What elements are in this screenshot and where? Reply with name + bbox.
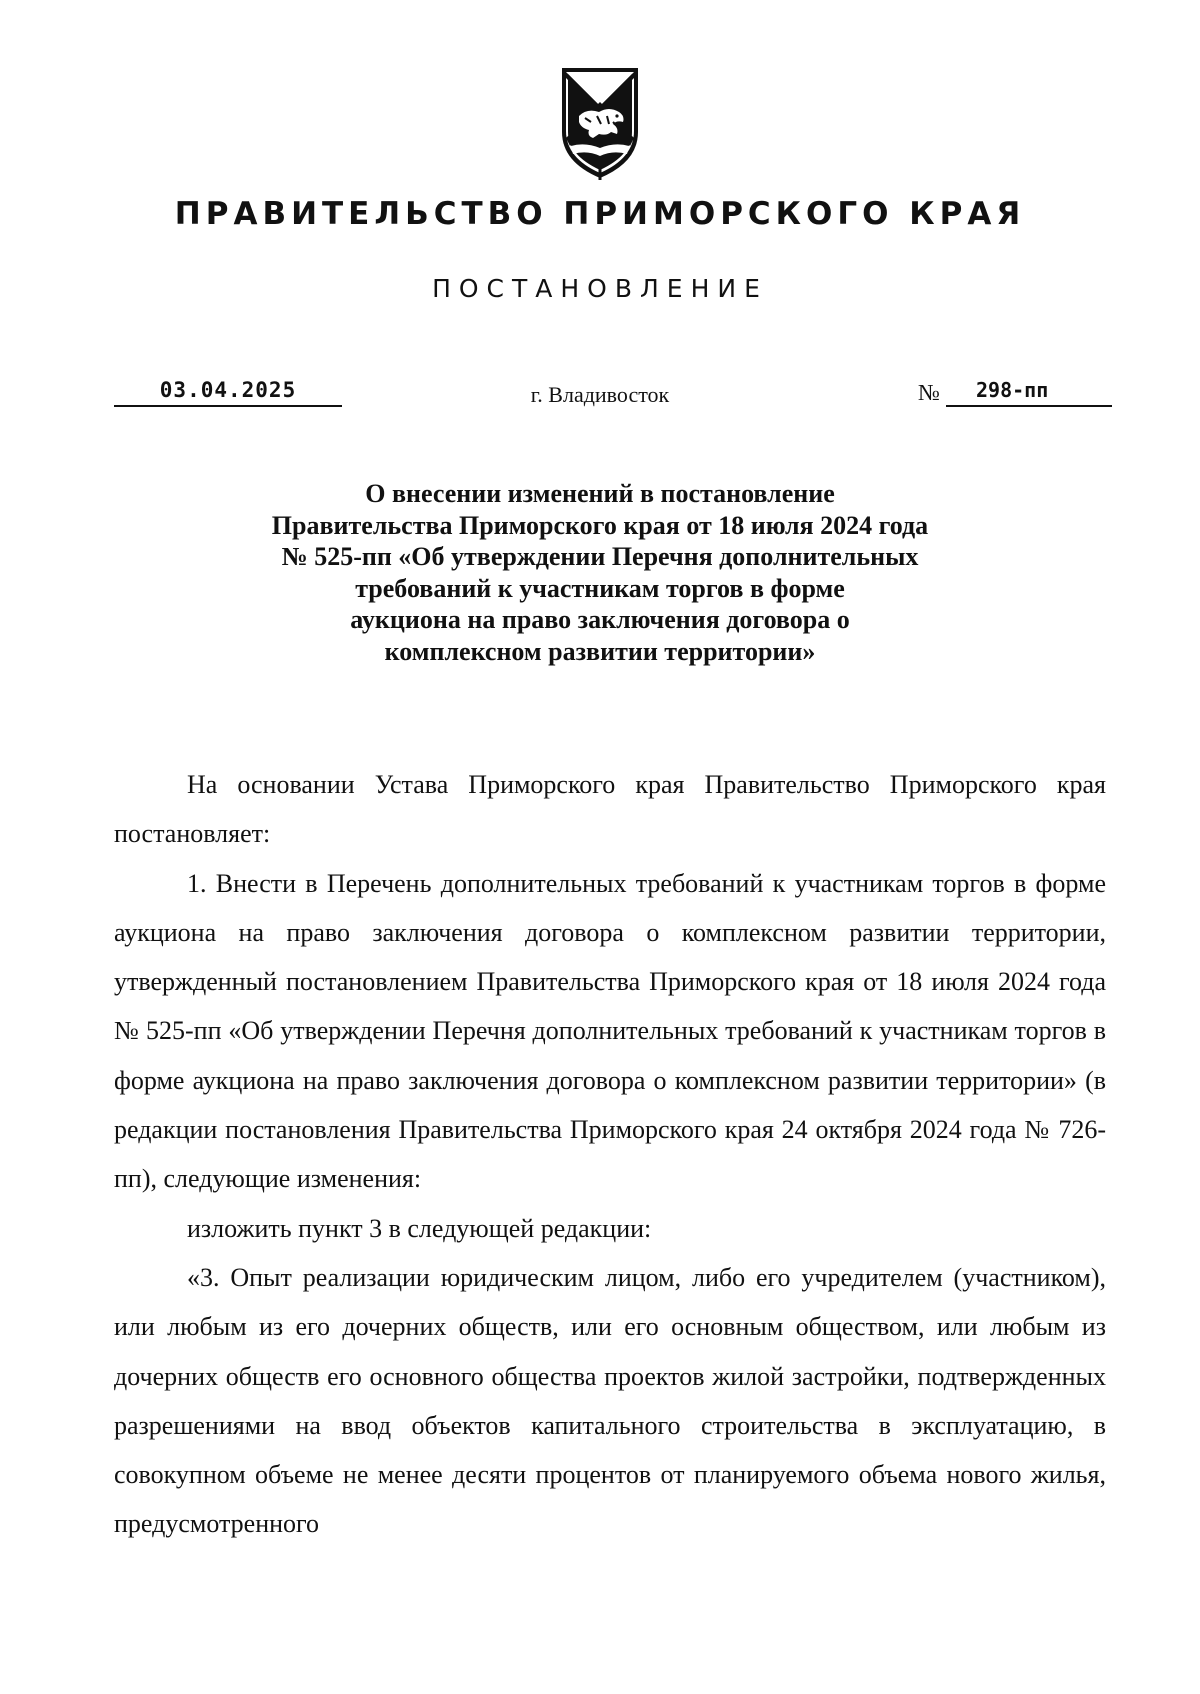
body-paragraph: На основании Устава Приморского края Правительство Приморского края постановляет:: [114, 770, 1106, 849]
document-heading: [150, 478, 1050, 668]
organization-title: ПРАВИТЕЛЬСТВО ПРИМОРСКОГО КРАЯ: [174, 196, 1026, 232]
body-paragraph: 1. Внести в Перечень дополнительных требований к участникам торгов в форме аукциона на право заключения договора о комплексном развитии территории, утвержденный постановлением Правительства Приморского края от 18 июля 2024 года № 525-пп «Об утверждении Перечня дополнительных требований к участникам торгов в форме аукциона на право заключения договора о комплексном развитии территории» (в редакции постановления Правительства Приморского края 24 октября 2024 года № 726-пп), следующие изменения:: [114, 868, 1106, 1194]
document-date: 03.04.2025: [114, 378, 342, 407]
coat-of-arms-emblem: [557, 62, 643, 180]
document-body: [114, 760, 1106, 1549]
heading-line: требований к участникам торгов в форме: [355, 573, 845, 603]
body-paragraph: «3. Опыт реализации юридическим лицом, либо его учредителем (участником), или любым из его дочерних обществ, или его основным обществом, или любым из дочерних обществ его основного общества проектов жилой застройки, подтвержденных разрешениями на ввод объектов капитального строительства в эксплуатацию, в совокупном объеме не менее десяти процентов от планируемого объема нового жилья, предусмотренного: [114, 1262, 1106, 1539]
heading-line: комплексном развитии территории»: [384, 636, 816, 666]
document-type: ПОСТАНОВЛЕНИЕ: [432, 274, 768, 303]
body-paragraph: изложить пункт 3 в следующей редакции:: [187, 1213, 652, 1243]
number-sign: №: [918, 380, 940, 405]
document-city: г. Владивосток: [530, 382, 670, 407]
heading-line: аукциона на право заключения договора о: [350, 605, 850, 635]
document-number: 298-пп: [946, 378, 1112, 407]
heading-line: Правительства Приморского края от 18 июля 2024 года: [271, 510, 929, 540]
heading-line: № 525-пп «Об утверждении Перечня дополнительных: [281, 542, 919, 572]
heading-line: О внесении изменений в постановление: [365, 479, 835, 508]
